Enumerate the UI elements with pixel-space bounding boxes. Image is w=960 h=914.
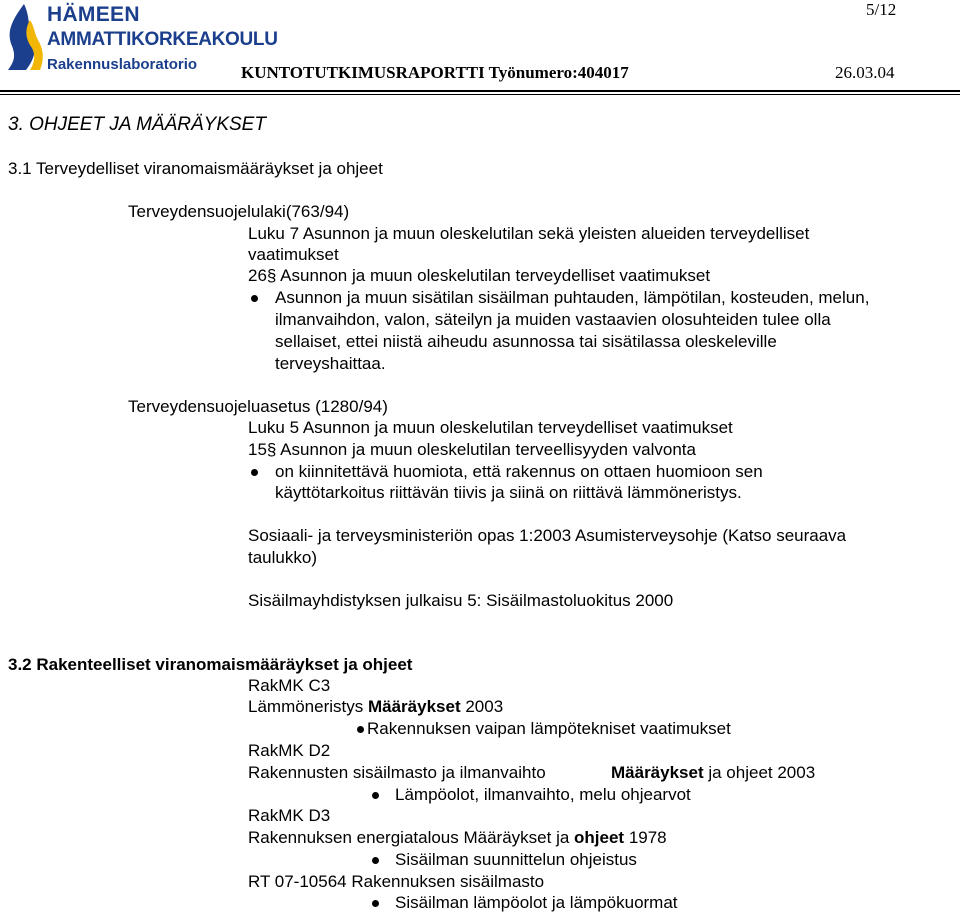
bullet-icon <box>251 295 258 302</box>
d3-title-pre: Rakennuksen energiatalous Määräykset ja <box>248 828 575 847</box>
header-divider <box>0 90 960 92</box>
flame-logo-icon <box>4 2 44 72</box>
logo-line-1: HÄMEEN <box>47 3 140 26</box>
law-title-1280-94: Terveydensuojeluasetus (1280/94) <box>128 397 388 416</box>
d2-title-post: ja ohjeet 2003 <box>703 763 816 782</box>
bullet-icon <box>372 792 379 799</box>
bullet-icon <box>251 469 258 476</box>
bullet-icon <box>357 726 364 733</box>
section-heading: 3. OHJEET JA MÄÄRÄYKSET <box>8 114 266 135</box>
report-title: KUNTOTUTKIMUSRAPORTTI Työnumero:404017 <box>241 63 629 82</box>
c3-title-post: 2003 <box>460 697 504 716</box>
bullet-text-line: on kiinnitettävä huomiota, että rakennus on ottaen huomioon sen <box>275 462 763 481</box>
subsection-heading-3-1: 3.1 Terveydelliset viranomaismääräykset ja ohjeet <box>8 159 383 178</box>
c3-bullet: Rakennuksen vaipan lämpötekniset vaatimukset <box>367 719 731 738</box>
header-divider-thin <box>0 94 960 95</box>
code-rakmk-d3: RakMK D3 <box>248 806 331 825</box>
rt-bullet: Sisäilman lämpöolot ja lämpökuormat <box>395 893 678 912</box>
law-paragraph-15: 15§ Asunnon ja muun oleskelutilan terveellisyyden valvonta <box>248 440 696 459</box>
law-chapter-7-cont: vaatimukset <box>248 245 339 264</box>
c3-title-pre: Lämmöneristys <box>248 697 368 716</box>
d2-title-rest <box>611 763 815 783</box>
law-chapter-5: Luku 5 Asunnon ja muun oleskelutilan terveydelliset vaatimukset <box>248 418 733 437</box>
d3-title-post: 1978 <box>624 828 667 847</box>
bullet-text-line: käyttötarkoitus riittävän tiivis ja siinä on riittävä lämmöneristys. <box>275 483 742 502</box>
d2-bullet: Lämpöolot, ilmanvaihto, melu ohjearvot <box>395 785 691 804</box>
bullet-text-line: Asunnon ja muun sisätilan sisäilman puhtauden, lämpötilan, kosteuden, melun, <box>275 288 870 307</box>
page-number: 5/12 <box>866 0 897 19</box>
law-paragraph-26: 26§ Asunnon ja muun oleskelutilan terveydelliset vaatimukset <box>248 266 711 285</box>
subsection-heading-3-2: 3.2 Rakenteelliset viranomaismääräykset ja ohjeet <box>8 655 413 674</box>
bullet-icon <box>372 857 379 864</box>
bullet-text-line: terveyshaittaa. <box>275 354 386 373</box>
report-date: 26.03.04 <box>835 63 895 82</box>
code-rt-07-10564: RT 07-10564 Rakennuksen sisäilmasto <box>248 872 545 891</box>
bullet-text-line: ilmanvaihdon, valon, säteilyn ja muiden vastaavien olosuhteiden tulee olla <box>275 310 831 329</box>
d2-title-pre: Rakennusten sisäilmasto ja ilmanvaihto <box>248 763 546 782</box>
bullet-icon <box>372 900 379 907</box>
guide-sisailmayhdistys: Sisäilmayhdistyksen julkaisu 5: Sisäilmastoluokitus 2000 <box>248 591 674 610</box>
d3-title <box>248 828 667 848</box>
d3-bullet: Sisäilman suunnittelun ohjeistus <box>395 850 637 869</box>
bullet-text-line: sellaiset, ettei niistä aiheudu asunnossa tai sisätilassa oleskeleville <box>275 332 777 351</box>
c3-title <box>248 697 503 717</box>
code-rakmk-c3: RakMK C3 <box>248 676 331 695</box>
c3-title-bold: Määräykset <box>367 697 461 716</box>
guide-stm-cont: taulukko) <box>248 548 317 567</box>
logo-line-3: Rakennuslaboratorio <box>47 56 198 73</box>
law-chapter-7: Luku 7 Asunnon ja muun oleskelutilan sekä yleisten alueiden terveydelliset <box>248 224 810 243</box>
logo-line-2: AMMATTIKORKEAKOULU <box>47 29 278 50</box>
d2-title-bold: Määräykset <box>611 763 704 782</box>
school-logo <box>4 2 278 78</box>
code-rakmk-d2: RakMK D2 <box>248 741 331 760</box>
law-title-763-94: Terveydensuojelulaki(763/94) <box>128 202 350 221</box>
guide-stm: Sosiaali- ja terveysministeriön opas 1:2003 Asumisterveysohje (Katso seuraava <box>248 526 847 545</box>
d3-title-bold: ohjeet <box>574 828 625 847</box>
